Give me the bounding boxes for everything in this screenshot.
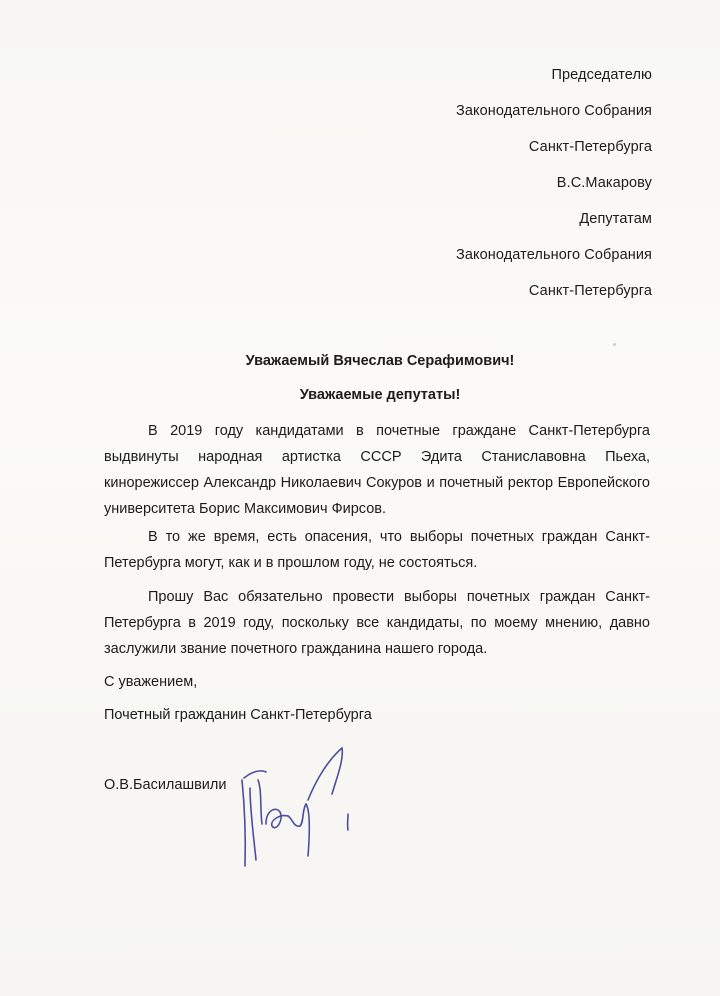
addressee-line: Законодательного Собрания xyxy=(456,247,652,263)
addressee-line: Законодательного Собрания xyxy=(456,103,652,119)
addressee-line: Санкт-Петербурга xyxy=(528,139,652,155)
signatory-name: О.В.Басилашвили xyxy=(104,777,227,793)
addressee-line: В.С.Макарову xyxy=(556,175,652,191)
handwritten-signature xyxy=(236,740,376,880)
closing-title: Почетный гражданин Санкт-Петербурга xyxy=(104,707,372,723)
salutation-primary: Уважаемый Вячеслав Серафимович! xyxy=(245,353,515,369)
body-paragraph: В 2019 году кандидатами в почетные граждане Санкт-Петербурга выдвинуты народная артистка СССР Эдита Станиславовна Пьеха, кинорежиссер Александр Николаевич Сокуров и почетный ректор Европейского университета Борис Максимович Фирсов. xyxy=(104,423,650,517)
body-paragraph: Прошу Вас обязательно провести выборы почетных граждан Санкт-Петербурга в 2019 году, поскольку все кандидаты, по моему мнению, давно заслужили звание почетного гражданина нашего города. xyxy=(104,589,650,657)
paper-speck xyxy=(613,343,616,346)
addressee-line: Депутатам xyxy=(579,211,652,227)
addressee-line: Председателю xyxy=(551,67,652,83)
addressee-block xyxy=(332,66,652,318)
body-paragraph: В то же время, есть опасения, что выборы почетных граждан Санкт-Петербурга могут, как и в прошлом году, не состояться. xyxy=(104,529,650,571)
addressee-line: Санкт-Петербурга xyxy=(528,283,652,299)
closing-regards: С уважением, xyxy=(104,674,198,690)
salutation-secondary: Уважаемые депутаты! xyxy=(299,387,461,403)
